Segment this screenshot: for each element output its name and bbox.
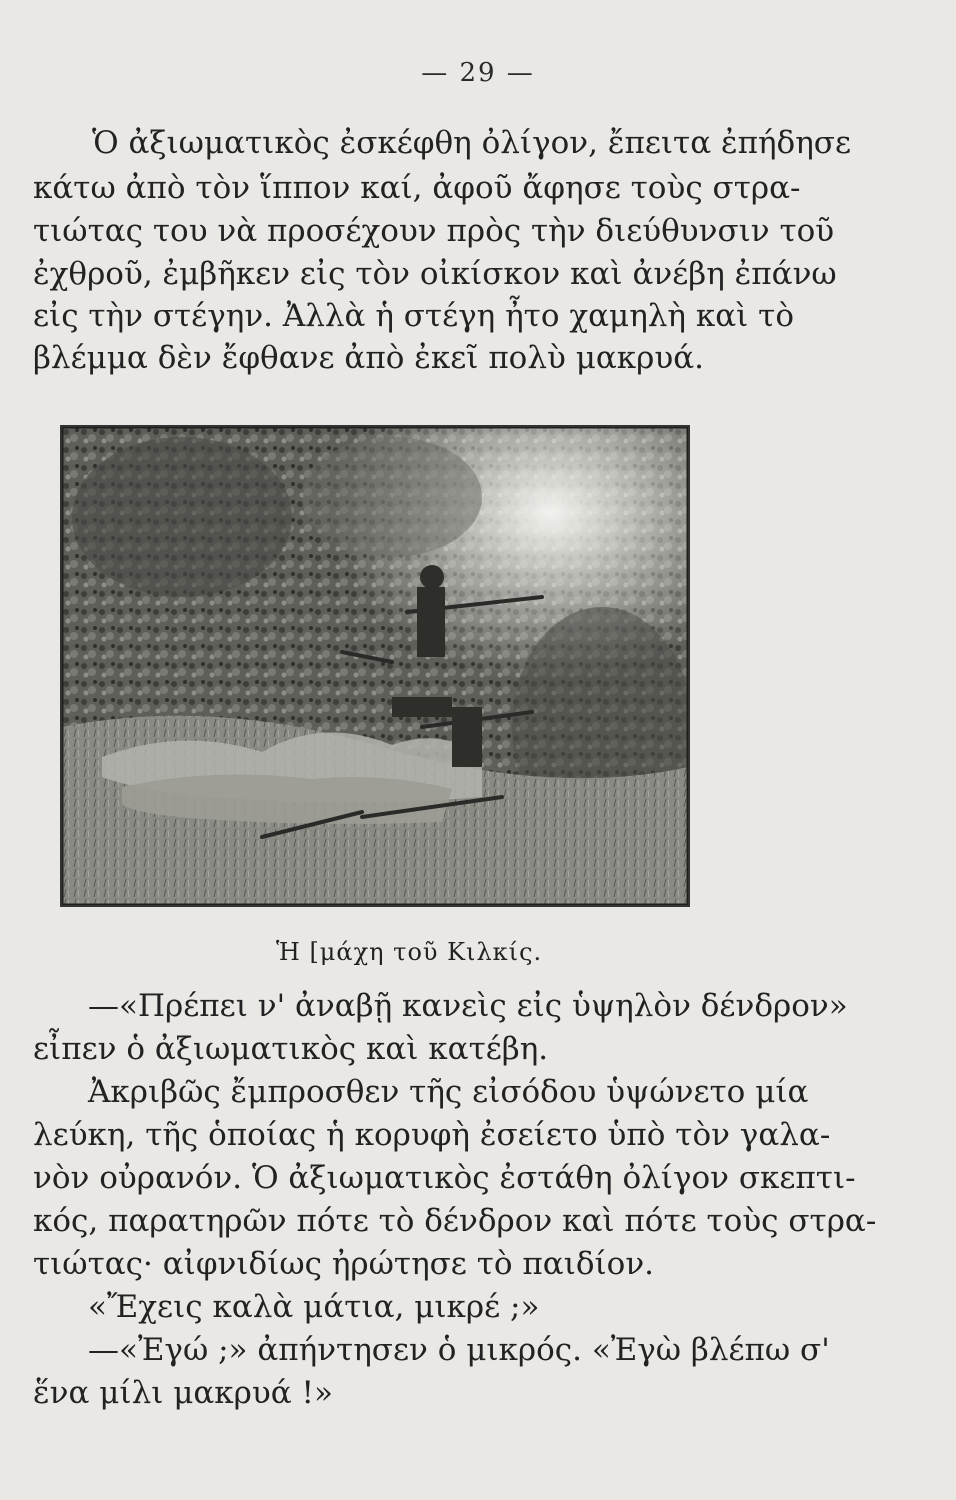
text-line: —«Ἐγώ ;» ἀπήντησεν ὁ μικρός. «Ἐγὼ βλέπω σ'	[88, 1332, 830, 1368]
text-line: βλέμμα δὲν ἔφθανε ἀπὸ ἐκεῖ πολὺ μακρυά.	[33, 340, 705, 376]
text-line: κός, παρατηρῶν πότε τὸ δένδρον καὶ πότε τοὺς στρα-	[33, 1203, 877, 1239]
text-line: τιώτας· αἰφνιδίως ἠρώτησε τὸ παιδίον.	[33, 1246, 655, 1282]
text-line: —«Πρέπει ν' ἀναβῇ κανεὶς εἰς ὑψηλὸν δένδρον»	[88, 988, 848, 1024]
text-line: Ὁ ἀξιωματικὸς ἐσκέφθη ὀλίγον, ἔπειτα ἐπήδησε	[92, 125, 852, 161]
text-line: ἕνα μίλι μακρυά !»	[33, 1375, 333, 1411]
text-line: κάτω ἀπὸ τὸν ἵππον καί, ἀφοῦ ἄφησε τοὺς στρα-	[33, 170, 801, 206]
text-line: Ἀκριβῶς ἔμπροσθεν τῆς εἰσόδου ὑψώνετο μία	[88, 1074, 809, 1110]
text-line: τιώτας του νὰ προσέχουν πρὸς τὴν διεύθυνσιν τοῦ	[33, 213, 835, 249]
text-line: ἐχθροῦ, ἐμβῆκεν εἰς τὸν οἰκίσκον καὶ ἀνέβη ἐπάνω	[33, 256, 837, 292]
photo-caption: Ἡ [μάχη τοῦ Κιλκίς.	[276, 938, 543, 966]
page-number: — 29 —	[421, 58, 535, 88]
battle-photograph	[60, 425, 690, 907]
text-line: λεύκη, τῆς ὁποίας ἡ κορυφὴ ἐσείετο ὑπὸ τὸν γαλα-	[33, 1117, 831, 1153]
text-line: εἰς τὴν στέγην. Ἀλλὰ ἡ στέγη ἦτο χαμηλὴ καὶ τὸ	[33, 298, 794, 334]
text-line: «Ἔχεις καλὰ μάτια, μικρέ ;»	[88, 1289, 540, 1325]
text-line: νὸν οὐρανόν. Ὁ ἀξιωματικὸς ἐστάθη ὀλίγον σκεπτι-	[33, 1160, 856, 1196]
text-line: εἶπεν ὁ ἀξιωματικὸς καὶ κατέβη.	[33, 1031, 549, 1067]
